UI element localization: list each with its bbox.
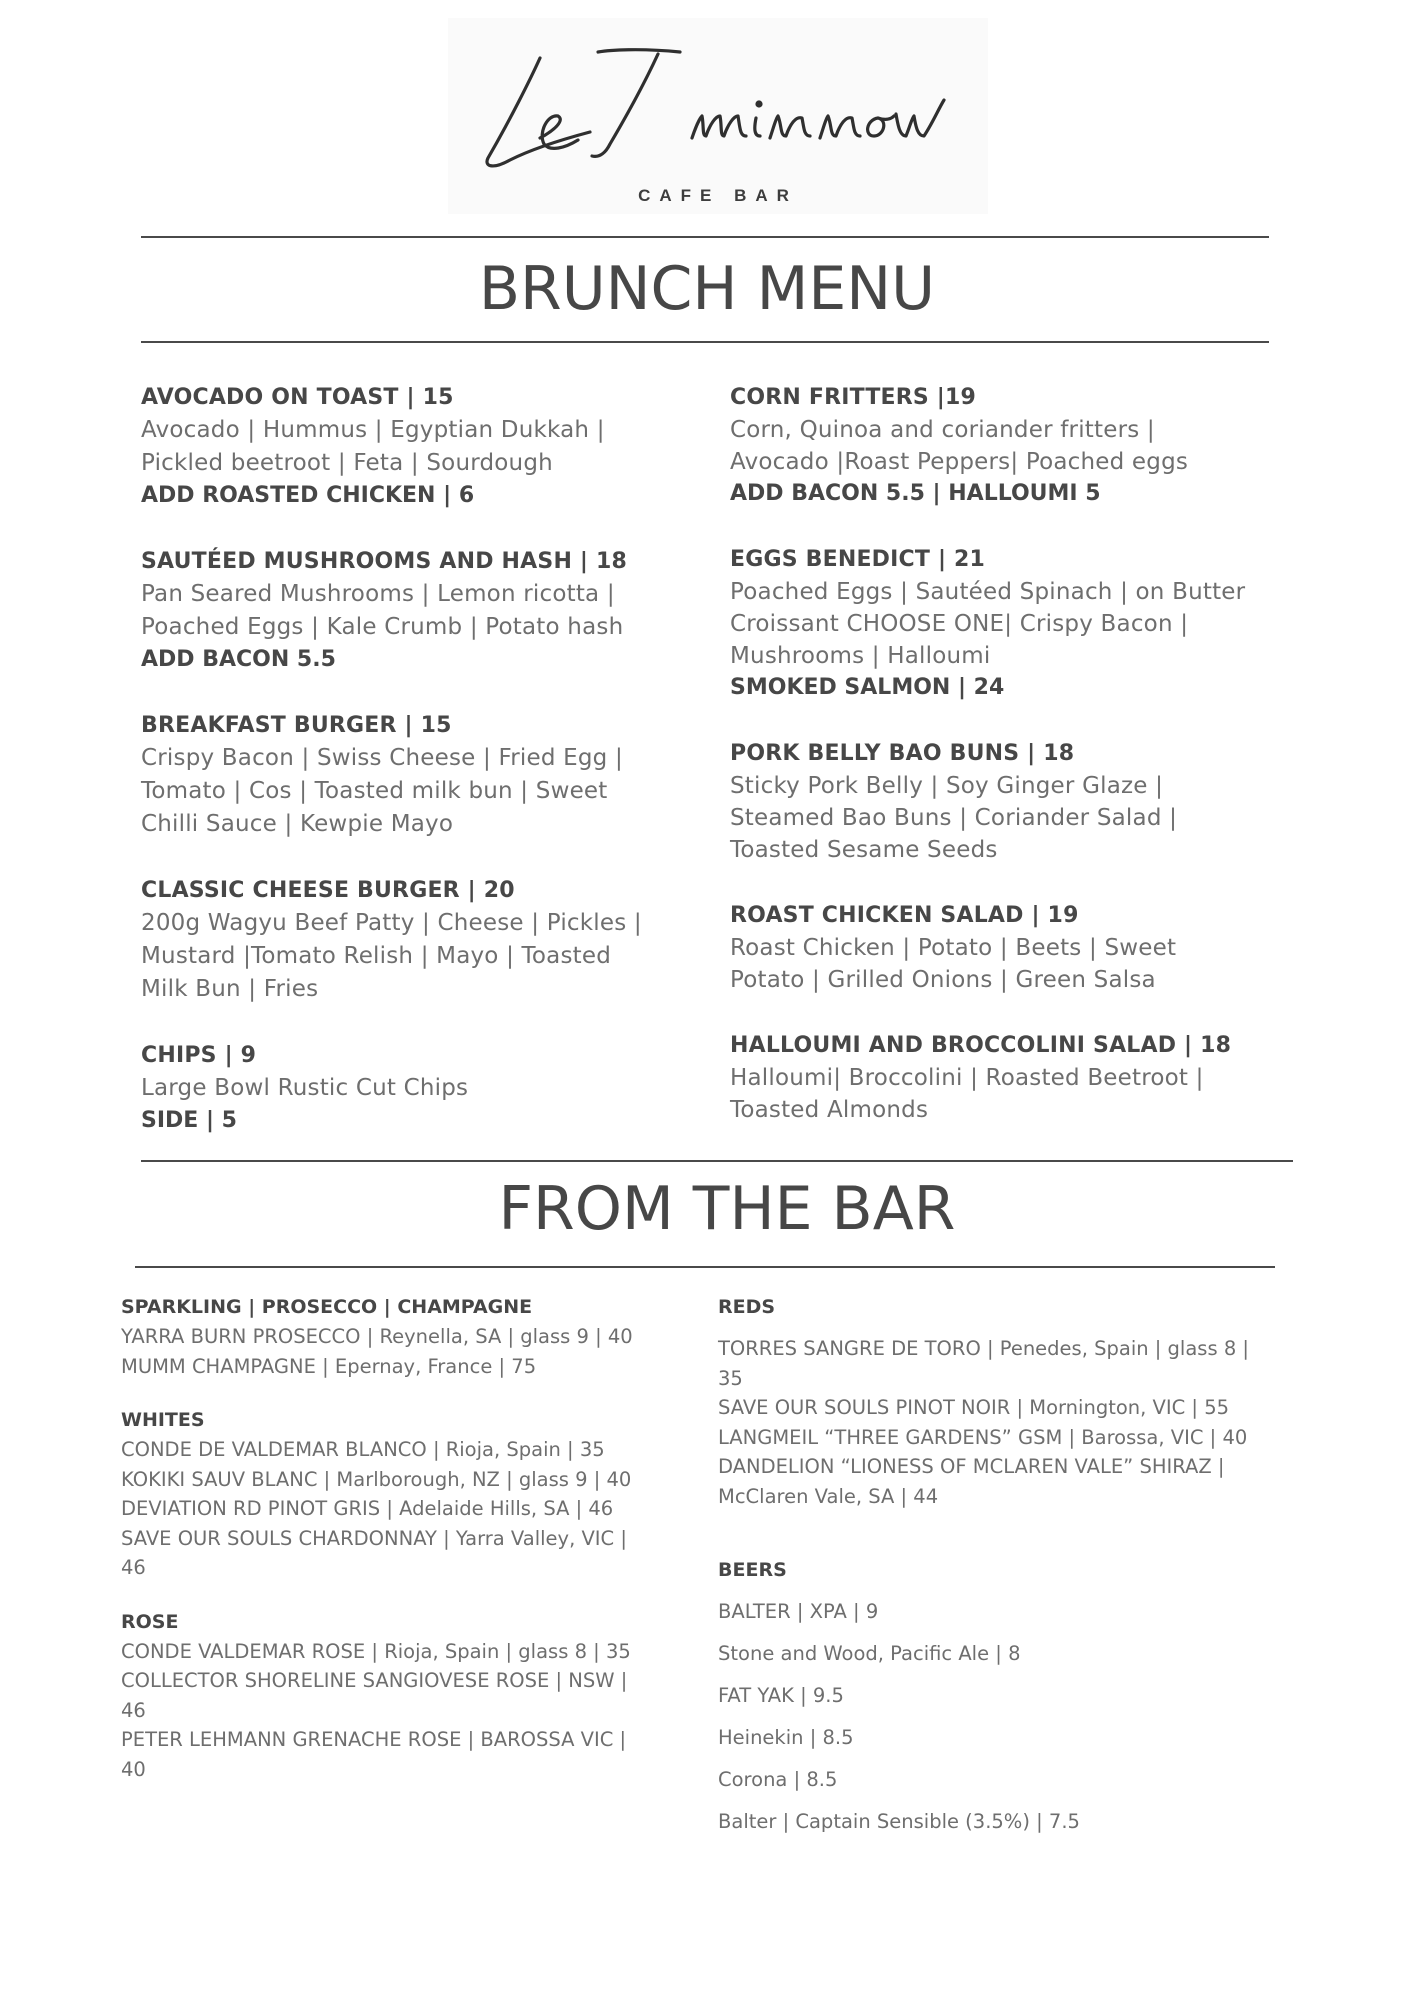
menu-item-description: Mustard |Tomato Relish | Mayo | Toasted [141,943,612,969]
menu-item-addon: ADD BACON 5.5 | HALLOUMI 5 [730,481,1101,506]
menu-item [730,544,1310,704]
beer-entry: Stone and Wood, Pacific Ale | 8 [718,1642,1021,1665]
menu-item-title: AVOCADO ON TOAST | 15 [141,385,454,410]
menu-item-description: Crispy Bacon | Swiss Cheese | Fried Egg | [141,745,623,771]
menu-item [730,738,1310,866]
beer-entry: BALTER | XPA | 9 [718,1600,879,1623]
wine-entry: KOKIKI SAUV BLANC | Marlborough, NZ | glass 9 | 40 [121,1467,632,1491]
menu-item [141,546,701,676]
wine-entry: PETER LEHMANN GRENACHE ROSE | BAROSSA VIC | [121,1728,627,1751]
menu-item-title: CORN FRITTERS |19 [730,385,977,410]
menu-item-addon: SMOKED SALMON | 24 [730,675,1005,700]
wine-section-heading: SPARKLING | PROSECCO | CHAMPAGNE [121,1296,533,1318]
menu-item-description: Croissant CHOOSE ONE| Crispy Bacon | [730,611,1189,637]
menu-item-description: Toasted Almonds [730,1097,929,1123]
logo-script-icon [470,40,970,190]
menu-item-addon: SIDE | 5 [141,1108,237,1133]
menu-item [730,1030,1310,1126]
menu-item-description: Avocado |Roast Peppers| Poached eggs [730,449,1189,475]
menu-item-description: Tomato | Cos | Toasted milk bun | Sweet [141,778,608,804]
menu-item [141,875,701,1006]
wine-entry: YARRA BURN PROSECCO | Reynella, SA | glass 9 | 40 [121,1325,633,1348]
menu-item-description: Pan Seared Mushrooms | Lemon ricotta | [141,581,615,607]
menu-item-description: Sticky Pork Belly | Soy Ginger Glaze | [730,773,1164,799]
menu-item [141,710,701,841]
menu-item-description: Corn, Quinoa and coriander fritters | [730,417,1155,443]
beer-section [718,1555,1328,1837]
menu-item-description: Chilli Sauce | Kewpie Mayo [141,811,454,837]
wine-entry: DEVIATION RD PINOT GRIS | Adelaide Hills, SA | 46 [121,1497,614,1520]
beer-entry: Heinekin | 8.5 [718,1726,854,1749]
reds-list [718,1334,1328,1511]
menu-item-description: Steamed Bao Buns | Coriander Salad | [730,805,1178,831]
bar-left-column [121,1292,711,1808]
menu-item-title: CLASSIC CHEESE BURGER | 20 [141,878,515,903]
menu-item-description: Pickled beetroot | Feta | Sourdough [141,450,553,476]
beer-entry: FAT YAK | 9.5 [718,1684,844,1707]
wine-entry: SAVE OUR SOULS PINOT NOIR | Mornington, VIC | 55 [718,1396,1230,1419]
menu-item-title: PORK BELLY BAO BUNS | 18 [730,741,1075,766]
wine-section [121,1292,711,1381]
wine-entry: 35 [718,1366,743,1390]
wine-entry: COLLECTOR SHORELINE SANGIOVESE ROSE | NSW | [121,1669,628,1692]
menu-item-title: CHIPS | 9 [141,1043,257,1068]
menu-item-description: Poached Eggs | Sautéed Spinach | on Butter [730,579,1246,605]
menu-item-description: Potato | Grilled Onions | Green Salsa [730,967,1156,993]
bar-title: FROM THE BAR [498,1174,956,1244]
beer-entry: Balter | Captain Sensible (3.5%) | 7.5 [718,1810,1080,1833]
reds-heading: REDS [718,1296,776,1318]
menu-item-description: Halloumi| Broccolini | Roasted Beetroot | [730,1065,1204,1091]
divider-bar [135,1266,1275,1268]
wine-section [121,1607,711,1785]
logo-subtitle: CAFE BAR [638,186,798,205]
menu-item-description: Mushrooms | Halloumi [730,643,991,669]
wine-section-heading: WHITES [121,1409,205,1431]
bar-right-column [718,1292,1328,1861]
menu-item-description: Milk Bun | Fries [141,976,319,1002]
wine-section-reds [718,1292,1328,1511]
menu-item-title: HALLOUMI AND BROCCOLINI SALAD | 18 [730,1033,1232,1058]
menu-item-title: SAUTÉED MUSHROOMS AND HASH | 18 [141,549,628,574]
divider-bar-top [141,1160,1293,1162]
brunch-title: BRUNCH MENU [478,254,936,324]
divider-brunch [141,341,1269,343]
wine-entry: SAVE OUR SOULS CHARDONNAY | Yarra Valley, VIC | [121,1526,627,1550]
wine-entry: McClaren Vale, SA | 44 [718,1484,939,1508]
wine-entry: DANDELION “LIONESS OF MCLAREN VALE” SHIRAZ | [718,1455,1225,1478]
wine-entry: LANGMEIL “THREE GARDENS” GSM | Barossa, VIC | 40 [718,1425,1248,1449]
wine-section-heading: ROSE [121,1610,179,1633]
brunch-right-column [730,382,1310,1160]
wine-entry: TORRES SANGRE DE TORO | Penedes, Spain | glass 8 | [718,1337,1249,1360]
menu-item [141,1040,701,1137]
menu-item-addon: ADD BACON 5.5 [141,647,336,672]
beer-entry: Corona | 8.5 [718,1768,838,1791]
menu-item-title: BREAKFAST BURGER | 15 [141,713,452,738]
wine-entry: MUMM CHAMPAGNE | Epernay, France | 75 [121,1354,537,1378]
menu-item-title: ROAST CHICKEN SALAD | 19 [730,903,1079,928]
menu-item-description: Poached Eggs | Kale Crumb | Potato hash [141,614,624,640]
brunch-left-column [141,382,701,1171]
menu-item-description: Avocado | Hummus | Egyptian Dukkah | [141,417,605,443]
wine-entry: CONDE DE VALDEMAR BLANCO | Rioja, Spain | 35 [121,1438,605,1461]
menu-item-description: Large Bowl Rustic Cut Chips [141,1075,469,1101]
menu-item-description: 200g Wagyu Beef Patty | Cheese | Pickles | [141,910,642,936]
wine-entry: 46 [121,1556,146,1579]
wine-entry: 46 [121,1698,146,1722]
wine-section [121,1405,711,1583]
wine-entry: 40 [121,1757,146,1781]
menu-item-title: EGGS BENEDICT | 21 [730,547,986,572]
menu-item [730,900,1310,996]
wine-entry: CONDE VALDEMAR ROSE | Rioja, Spain | glass 8 | 35 [121,1639,631,1663]
menu-item-addon: ADD ROASTED CHICKEN | 6 [141,483,475,508]
menu-item [141,382,701,512]
menu-item [730,382,1310,510]
beers-list [718,1597,1328,1837]
divider-top [141,236,1269,238]
menu-item-description: Toasted Sesame Seeds [730,837,998,863]
menu-item-description: Roast Chicken | Potato | Beets | Sweet [730,935,1177,961]
beers-heading: BEERS [718,1559,787,1581]
